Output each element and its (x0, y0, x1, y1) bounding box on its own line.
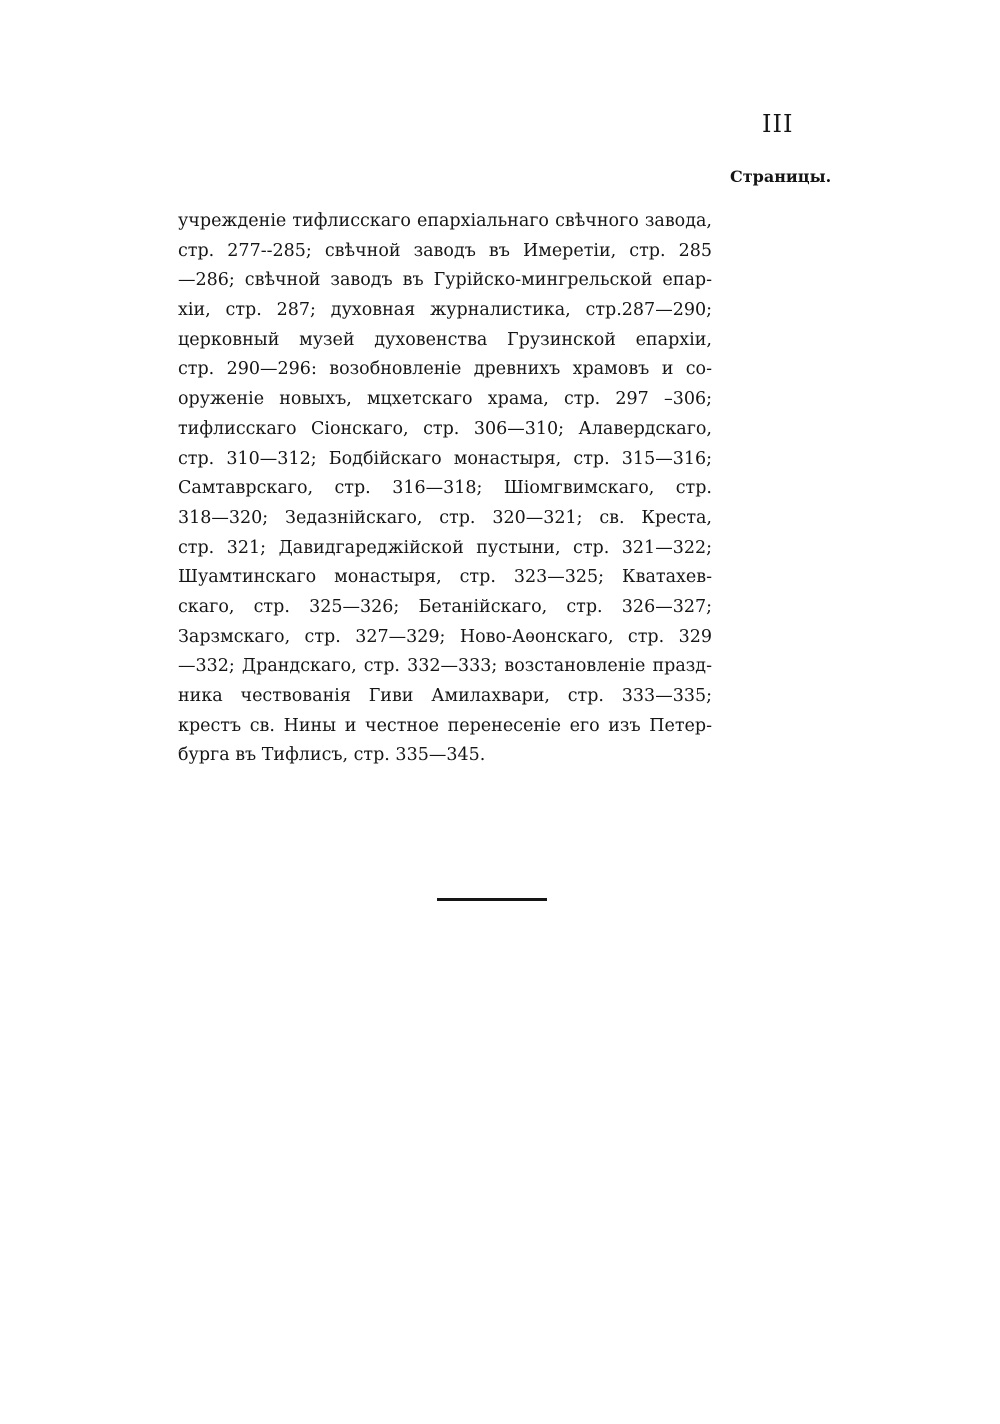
text-line: —332; Драндскаго, стр. 332—333; возстановленіе празд- (178, 656, 712, 677)
text-line: бурга въ Тифлисъ, стр. 335—345. (178, 745, 486, 766)
text-line: ника чествованія Гиви Амилахвари, стр. 333—335; (178, 686, 712, 706)
table-of-contents-entry (178, 207, 712, 771)
text-line: оруженіе новыхъ, мцхетскаго храма, стр. 297 –306; (178, 389, 712, 410)
text-line: 318—320; Зедазнійскаго, стр. 320—321; св. Креста, (178, 507, 712, 528)
text-line: церковный музей духовенства Грузинской епархіи, (178, 329, 712, 350)
text-line: крестъ св. Нины и честное перенесеніе его изъ Петер- (178, 715, 712, 736)
text-line: стр. 321; Давидгареджійской пустыни, стр. 321—322; (178, 537, 712, 558)
section-end-rule (437, 898, 547, 901)
text-line: скаго, стр. 325—326; Бетанійскаго, стр. 326—327; (178, 596, 712, 617)
text-line: —286; свѣчной заводъ въ Гурійско-мингрельской епар- (178, 270, 712, 291)
text-line: хіи, стр. 287; духовная журналистика, стр.287—290; (178, 300, 712, 321)
text-line: стр. 310—312; Бодбійскаго монастыря, стр. 315—316; (178, 448, 712, 469)
text-line: тифлисскаго Сіонскаго, стр. 306—310; Алавердскаго, (178, 418, 712, 439)
text-line: Зарзмскаго, стр. 327—329; Ново-Аѳонскаго, стр. 329 (178, 626, 712, 647)
page-number: III (762, 110, 794, 138)
text-line: учрежденіе тифлисскаго епархіальнаго свѣчного завода, (178, 211, 712, 231)
text-line: Самтаврскаго, стр. 316—318; Шіомгвимскаго, стр. (178, 478, 712, 499)
text-line: Шуамтинскаго монастыря, стр. 323—325; Кватахев- (178, 567, 712, 588)
pages-column-label: Страницы. (730, 167, 832, 186)
text-line: стр. 277--285; свѣчной заводъ въ Имеретіи, стр. 285 (178, 240, 712, 261)
text-line: стр. 290—296: возобновленіе древнихъ храмовъ и со- (178, 359, 712, 380)
